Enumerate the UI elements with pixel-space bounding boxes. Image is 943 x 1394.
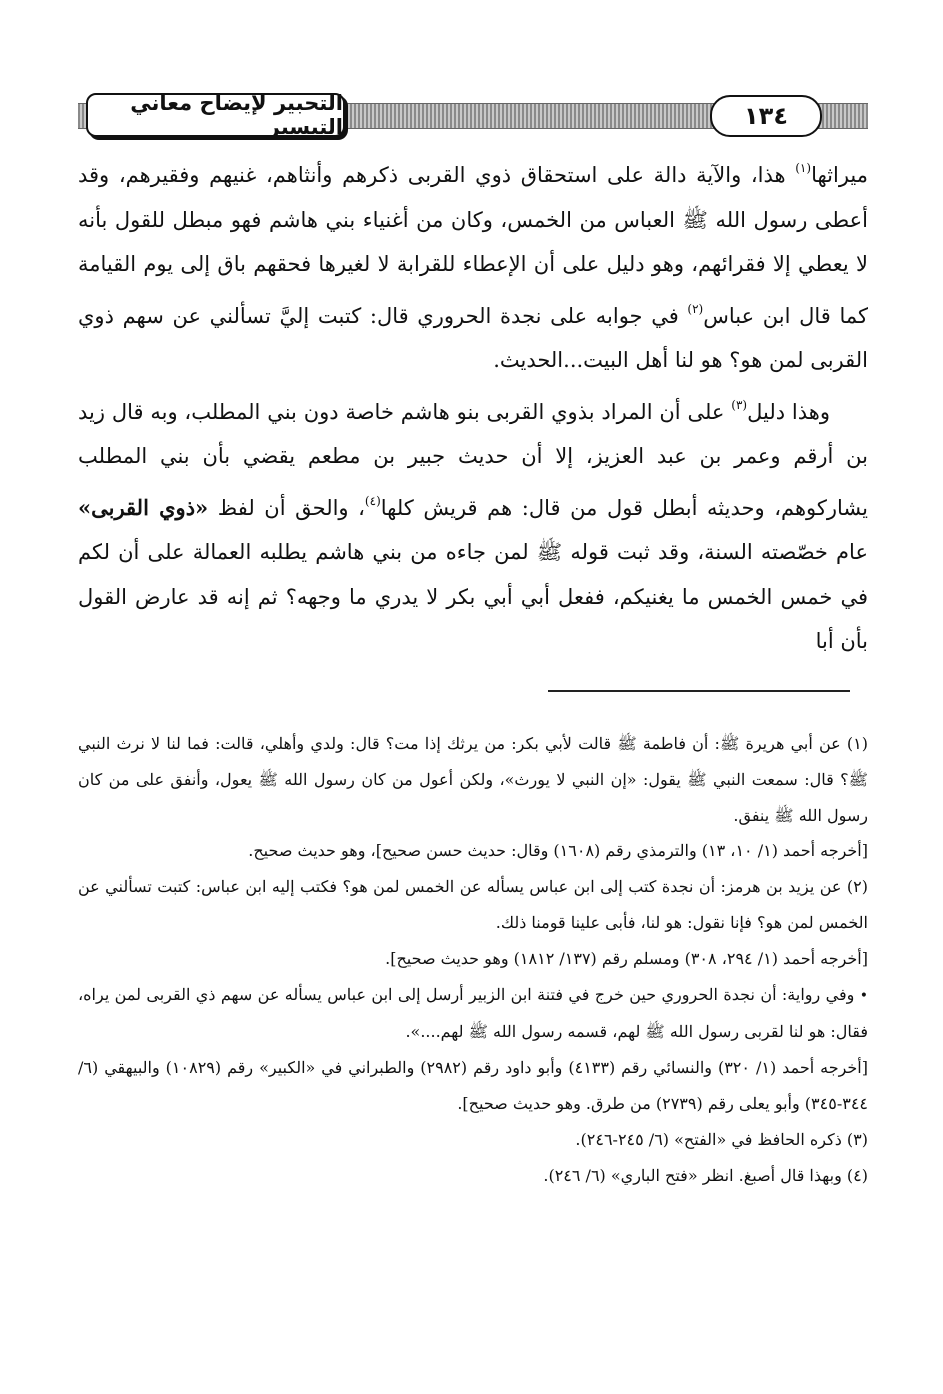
text-run: على أن المراد بذوي القربى بنو هاشم خاصة دون بني المطلب، وبه قال زيد بن أرقم وعمر بن عبد العزيز، إلا أن حديث جبير بن مطعم يقضي بأن بني المطلب يشاركوهم، وحديثه أبطل قول من قال: هم قريش كلها xyxy=(78,399,868,520)
footnote-3: (٣) ذكره الحافظ في «الفتح» (٦/ ٢٤٥-٢٤٦). xyxy=(575,1129,868,1149)
text-run: وفي رواية: أن نجدة الحروري حين خرج في فتنة ابن الزبير أرسل إلى ابن عباس يسأله عن سهم ذي القربى لمن يراه، فقال: هو لنا لقربى رسول الله ﷺ لهم، قسمه رسول الله ﷺ لهم....». xyxy=(78,984,868,1042)
text-run: ميراثها xyxy=(811,163,868,187)
running-title xyxy=(86,93,345,137)
footnote-ref-4: (٤) xyxy=(364,493,381,508)
text-run: ، والحق أن لفظ xyxy=(208,495,365,520)
footnote-ref-3: (٣) xyxy=(731,397,748,412)
footnote-2-riwaya xyxy=(78,977,868,1051)
footnote-ref-2: (٢) xyxy=(687,301,704,316)
footnote-2: (٢) عن يزيد بن هرمز: أن نجدة كتب إلى ابن عباس يسأله عن الخمس لمن هو؟ فكتب إليه ابن عباس: كتبت تسألني عن الخمس لمن هو؟ فإنا نقول: هو لنا، فأبى علينا قومنا ذلك. xyxy=(78,877,868,932)
footnote-4: (٤) وبهذا قال أصبغ. انظر «فتح الباري» (٦/ ٢٤٦). xyxy=(543,1165,868,1185)
page-number xyxy=(710,95,822,137)
footnote-1-source: [أخرجه أحمد (١/ ١٠، ١٣) والترمذي رقم (١٦٠٨) وقال: حديث حسن صحيح]، وهو حديث صحيح. xyxy=(248,841,868,861)
main-text xyxy=(78,146,868,664)
footnote-separator xyxy=(548,690,850,692)
page-number-text: ١٣٤ xyxy=(744,102,788,130)
text-run: هذا، والآية دالة على استحقاق ذوي القربى ذكرهم وأنثاهم، غنيهم وفقيرهم، وقد أعطى رسول الله ﷺ العباس من الخمس، وكان من أغنياء بني هاشم فهو مبطل للقول بأنه لا يعطي إلا فقرائهم، وهو دليل على أن الإعطاء للقرابة لا لغيرها فحقهم باق إلى يوم القيامة كما قال ابن عباس xyxy=(78,163,868,328)
text-run: عام خصّصته السنة، وقد ثبت قوله ﷺ لمن جاءه من بني هاشم يطلبه العمالة على أن لكم في خمس الخمس ما يغنيكم، ففعل أبي أبي بكر لا يدري ما وجهه؟ ثم إنه قد عارض القول بأن أبا xyxy=(78,540,868,653)
bold-term: «ذوي القربى» xyxy=(78,494,209,520)
footnotes xyxy=(78,726,868,1193)
bullet-icon: • xyxy=(859,987,868,1004)
page-header xyxy=(78,93,868,143)
footnote-1: (١) عن أبي هريرة ﷺ: أن فاطمة ﷺ قالت لأبي بكر: من يرثك إذا مت؟ قال: ولدي وأهلي، قالت: فما لنا لا نرث النبي ﷺ؟ قال: سمعت النبي ﷺ يقول: «إن النبي لا يورث»، ولكن أعول من كان رسول الله ﷺ يعول، وأنفق على من كان رسول الله ﷺ ينفق. xyxy=(78,734,868,825)
text-run: في جوابه على نجدة الحروري قال: كتبت إليَّ تسألني عن سهم ذوي القربى لمن هو؟ هو لنا أهل البيت...الحديث. xyxy=(78,303,868,372)
running-title-text: التحبير لإيضاح معاني التيسير xyxy=(130,91,343,139)
footnote-ref-1: (١) xyxy=(795,161,812,175)
paragraph-1 xyxy=(78,146,868,383)
paragraph-2 xyxy=(78,383,868,664)
text-run: وهذا دليل xyxy=(747,399,831,424)
footnote-2-riwaya-source: [أخرجه أحمد (١/ ٣٢٠) والنسائي رقم (٤١٣٣) وأبو داود رقم (٢٩٨٢) والطبراني في «الكبير» رقم (١٠٨٢٩) والبيهقي (٦/ ٣٤٤-٣٤٥) وأبو يعلى رقم (٢٧٣٩) من طرق. وهو حديث صحيح]. xyxy=(78,1058,868,1113)
footnote-2-source: [أخرجه أحمد (١/ ٢٩٤، ٣٠٨) ومسلم رقم (١٣٧/ ١٨١٢) وهو حديث صحيح]. xyxy=(385,948,868,968)
